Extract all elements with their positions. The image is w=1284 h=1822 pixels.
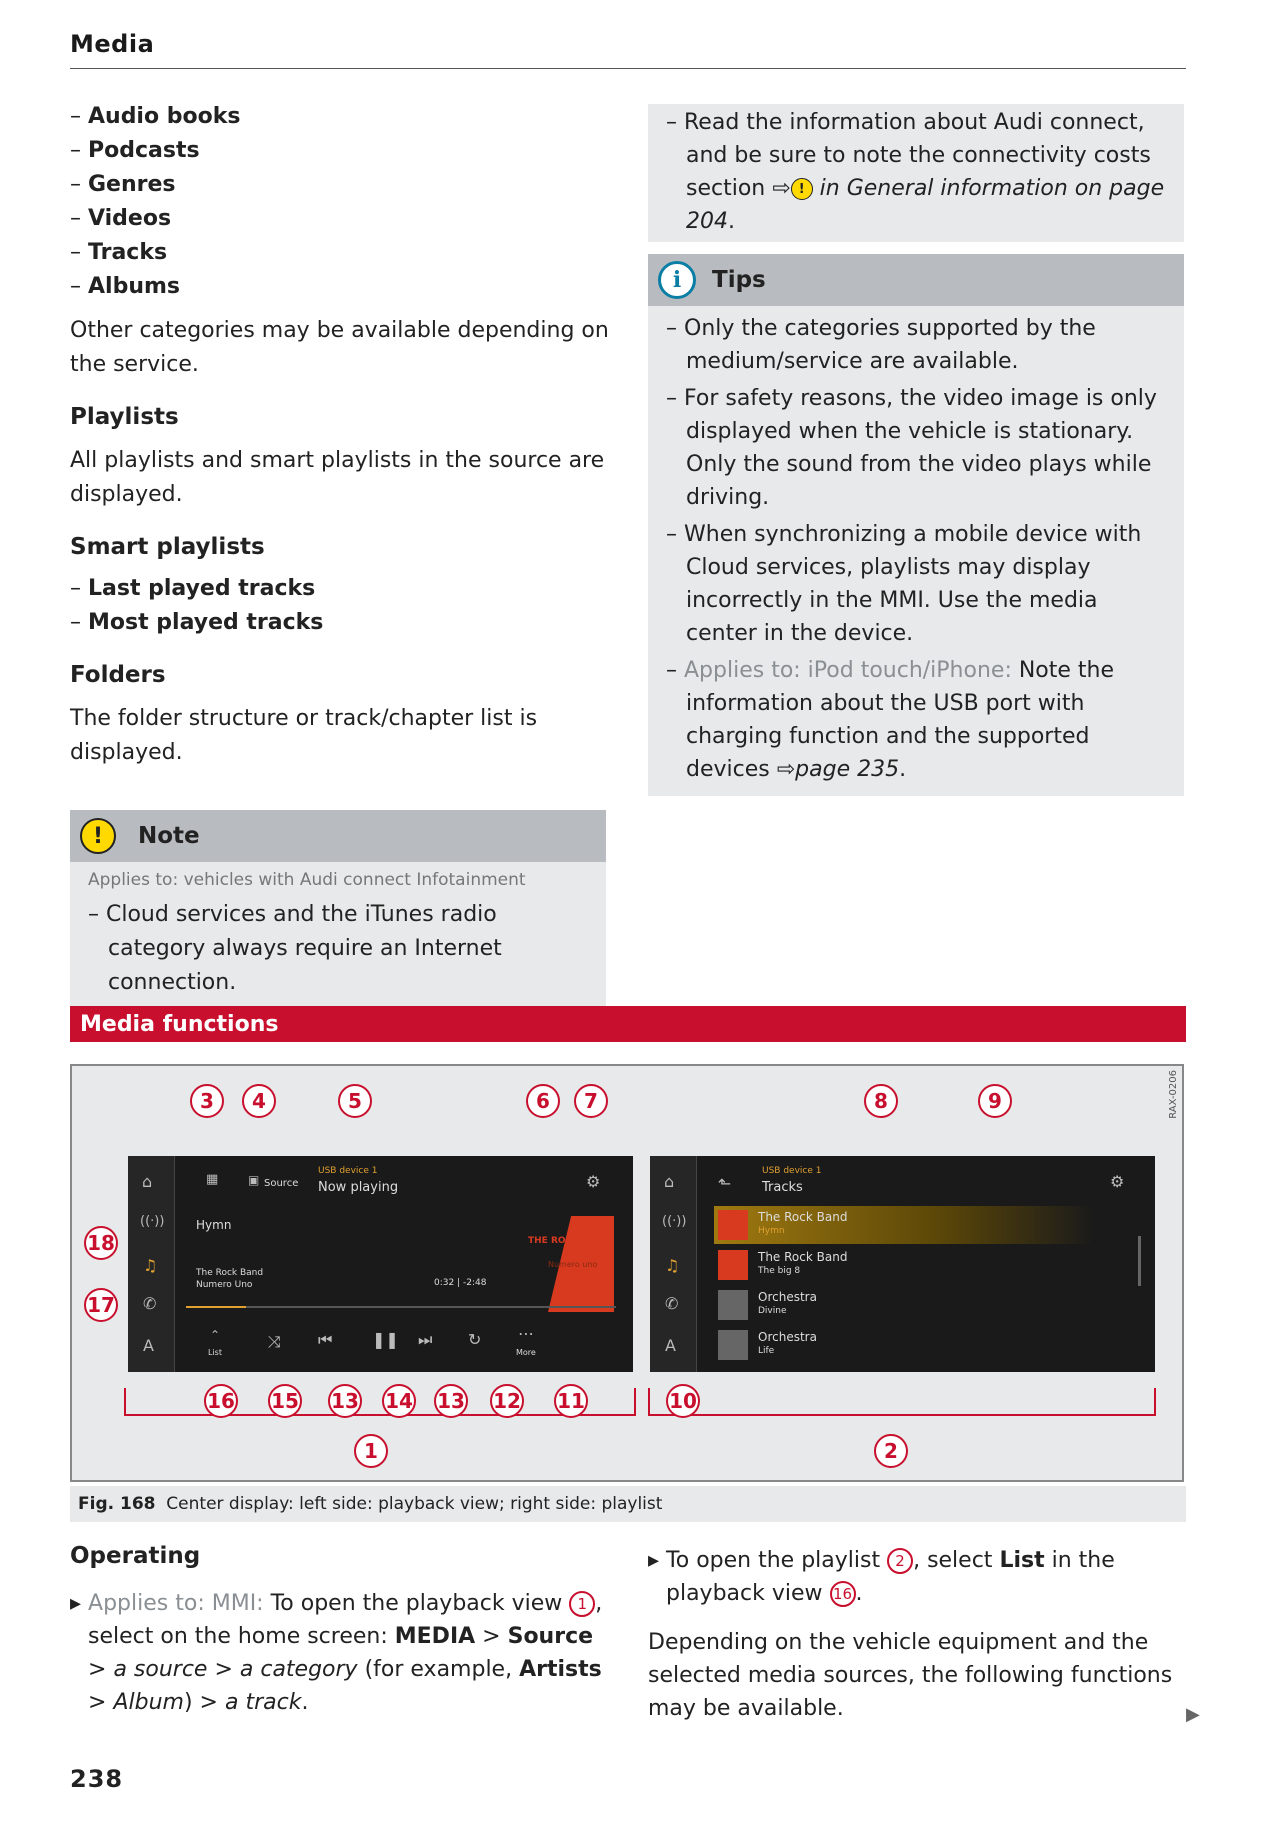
category-item: – Videos xyxy=(70,202,610,236)
placeholder-track: a track xyxy=(224,1690,302,1715)
placeholder-source: a source xyxy=(113,1657,208,1682)
separator: > xyxy=(88,1657,114,1682)
next-icon[interactable]: ⏭ xyxy=(418,1330,433,1349)
tips-item: – Applies to: iPod touch/iPhone: Note the information about the USB port with charging function and the supported devices ⇨page 235. xyxy=(666,658,1115,782)
tips-item: – Only the categories supported by the medium/service are available. xyxy=(666,316,1096,374)
back-icon[interactable]: ⬑ xyxy=(718,1174,732,1193)
track-cover xyxy=(718,1290,748,1320)
connectivity-note-item: – Read the information about Audi connect, and be sure to note the connectivity costs section ⇨ ! in General information on page 204. xyxy=(666,110,1165,234)
screen-title: Tracks xyxy=(762,1180,803,1195)
callout-5: 5 xyxy=(338,1084,372,1118)
header-divider xyxy=(70,68,1186,69)
scrollbar[interactable] xyxy=(1138,1236,1141,1286)
category-list xyxy=(70,100,610,304)
callout-6: 6 xyxy=(526,1084,560,1118)
placeholder-album: Album xyxy=(113,1690,184,1715)
tips-item-text: When synchronizing a mobile device with Cloud services, playlists may display incorrectly in the MMI. Use the media center in the device. xyxy=(684,522,1142,646)
callout-16: 16 xyxy=(204,1384,238,1418)
callout-11: 11 xyxy=(554,1384,588,1418)
category-item: – Albums xyxy=(70,270,610,304)
period: . xyxy=(301,1690,309,1715)
bracket-line xyxy=(648,1388,650,1416)
grid-icon[interactable]: ▦ xyxy=(206,1172,219,1187)
source-button-label[interactable]: Source xyxy=(264,1178,299,1189)
track-cover xyxy=(718,1250,748,1280)
info-icon: i xyxy=(658,261,696,299)
callout-8: 8 xyxy=(864,1084,898,1118)
tips-item-text: For safety reasons, the video image is only displayed when the vehicle is stationary. Only the sound from the video plays while driving. xyxy=(684,386,1157,510)
menu-list: List xyxy=(999,1548,1045,1573)
next-page-arrow-icon: ▶ xyxy=(1186,1704,1200,1725)
other-categories-text: Other categories may be available depending on the service. xyxy=(70,318,609,377)
category-item: – Genres xyxy=(70,168,610,202)
callout-12: 12 xyxy=(490,1384,524,1418)
cover-text: THE ROCK BAND xyxy=(528,1236,612,1246)
time-display: 0:32 | -2:48 xyxy=(434,1278,487,1288)
settings-icon[interactable]: ⚙ xyxy=(586,1172,601,1191)
tips-item-text: Note the information about the USB port with charging function and the supported devices xyxy=(686,658,1115,782)
period: . xyxy=(899,757,907,782)
playlists-text: All playlists and smart playlists in the source are displayed. xyxy=(70,448,605,507)
bracket-line xyxy=(124,1388,126,1416)
operating-heading: Operating xyxy=(70,1543,201,1569)
nav-icon[interactable]: A xyxy=(143,1336,154,1355)
settings-icon[interactable]: ⚙ xyxy=(1110,1172,1125,1191)
track-cover xyxy=(718,1330,748,1360)
bracket-line xyxy=(1154,1388,1156,1416)
step-text: , select xyxy=(913,1548,1000,1573)
section-title-bar: Media functions xyxy=(70,1006,1186,1042)
connectivity-note-box xyxy=(648,104,1184,242)
progress-fill xyxy=(186,1306,246,1308)
more-label[interactable]: More xyxy=(516,1348,536,1357)
callout-18: 18 xyxy=(84,1226,118,1260)
callout-ref: 1 xyxy=(569,1591,595,1617)
note-header xyxy=(70,810,606,862)
step-text: in the playback view xyxy=(666,1548,1115,1606)
category-item: – Tracks xyxy=(70,236,610,270)
figure-id: RAX-0206 xyxy=(1168,1070,1179,1119)
folders-heading: Folders xyxy=(70,662,166,688)
shuffle-icon[interactable]: ⤨ xyxy=(268,1332,281,1351)
operating-step: ▸ To open the playlist 2 , select List in the playback view 16 . xyxy=(648,1548,1115,1606)
separator: > xyxy=(207,1657,240,1682)
tips-item: – For safety reasons, the video image is only displayed when the vehicle is stationary. Only the sound from the video plays while driving. xyxy=(666,386,1157,510)
figure-caption-text: Center display: left side: playback view; right side: playlist xyxy=(166,1494,663,1514)
smart-playlist-item: – Last played tracks xyxy=(70,572,610,606)
separator: > xyxy=(475,1624,508,1649)
callout-4: 4 xyxy=(242,1084,276,1118)
progress-track[interactable] xyxy=(186,1306,616,1308)
playlists-heading: Playlists xyxy=(70,404,179,430)
callout-2: 2 xyxy=(874,1434,908,1468)
category-item: – Podcasts xyxy=(70,134,610,168)
operating-right xyxy=(648,1544,1184,1725)
callout-13: 13 xyxy=(328,1384,362,1418)
more-icon[interactable]: ⋯ xyxy=(518,1324,534,1343)
smart-playlist-item: – Most played tracks xyxy=(70,606,610,640)
separator: > xyxy=(88,1690,114,1715)
callout-ref: 2 xyxy=(887,1548,913,1574)
pause-icon[interactable]: ❚❚ xyxy=(372,1330,399,1349)
callout-ref: 16 xyxy=(830,1581,856,1607)
track-artist: Orchestra xyxy=(758,1290,817,1304)
source-icon[interactable]: ▣ xyxy=(248,1173,260,1187)
page-number: 238 xyxy=(70,1765,124,1793)
functions-paragraph: Depending on the vehicle equipment and the selected media sources, the following functions may be available. xyxy=(648,1630,1173,1721)
tips-header xyxy=(648,254,1184,306)
figure-caption xyxy=(70,1486,1186,1522)
callout-13: 13 xyxy=(434,1384,468,1418)
track-title: The big 8 xyxy=(758,1266,801,1276)
bracket-line xyxy=(124,1414,636,1416)
category-item: – Audio books xyxy=(70,100,610,134)
tips-title: Tips xyxy=(712,267,766,293)
folders-text: The folder structure or track/chapter list is displayed. xyxy=(70,706,538,765)
tips-item: – When synchronizing a mobile device with Cloud services, playlists may display incorrectly in the MMI. Use the media center in the device. xyxy=(666,522,1142,646)
figure-center-display xyxy=(70,1064,1184,1482)
callout-15: 15 xyxy=(268,1384,302,1418)
cover-subtext: Numero uno xyxy=(548,1260,598,1269)
step-text: (for example, xyxy=(357,1657,520,1682)
callout-17: 17 xyxy=(84,1288,118,1322)
previous-icon[interactable]: ⏮ xyxy=(318,1330,333,1349)
track-cover xyxy=(718,1210,748,1240)
note-applies: Applies to: vehicles with Audi connect Infotainment xyxy=(88,870,526,890)
list-icon[interactable]: ⌃ xyxy=(210,1328,221,1342)
device-label: USB device 1 xyxy=(318,1166,378,1176)
smart-playlist-list xyxy=(70,572,610,640)
figure-caption-label: Fig. 168 xyxy=(78,1494,156,1514)
menu-media: MEDIA xyxy=(394,1624,476,1649)
placeholder-category: a category xyxy=(239,1657,358,1682)
operating-step: ▸ Applies to: MMI: To open the playback view 1 , select on the home screen: MEDIA > Source > a source > a category (for example, Artists > Album) > a track. xyxy=(70,1591,603,1715)
step-text: ) > xyxy=(183,1690,225,1715)
phone-icon[interactable]: ✆ xyxy=(143,1294,157,1313)
page-header-title: Media xyxy=(70,30,155,58)
screen-title: Now playing xyxy=(318,1180,399,1195)
page-reference-link[interactable]: ⇨page 235 xyxy=(776,757,900,782)
callout-14: 14 xyxy=(382,1384,416,1418)
home-icon[interactable]: ⌂ xyxy=(142,1172,153,1191)
track-title: Hymn xyxy=(196,1218,232,1232)
device-label: USB device 1 xyxy=(762,1166,822,1176)
tips-item-text: Only the categories supported by the medium/service are available. xyxy=(684,316,1096,374)
repeat-icon[interactable]: ↻ xyxy=(468,1330,482,1349)
bracket-line xyxy=(634,1388,636,1416)
list-label[interactable]: List xyxy=(208,1348,222,1357)
track-artist: The Rock Band xyxy=(758,1250,848,1264)
smart-playlists-heading: Smart playlists xyxy=(70,534,265,560)
music-icon[interactable]: ♫ xyxy=(143,1256,158,1275)
playback-screen xyxy=(128,1156,633,1372)
track-title: Hymn xyxy=(758,1226,785,1236)
home-icon[interactable]: ⌂ xyxy=(664,1172,675,1191)
bracket-line xyxy=(648,1414,1156,1416)
applies-label: Applies to: MMI: xyxy=(88,1591,264,1616)
connectivity-ref[interactable]: in General information on page 204 xyxy=(686,176,1165,234)
left-column xyxy=(70,100,610,784)
note-box xyxy=(70,810,606,1006)
callout-9: 9 xyxy=(978,1084,1012,1118)
callout-7: 7 xyxy=(574,1084,608,1118)
warning-icon: ! xyxy=(791,178,813,200)
music-icon[interactable]: ♫ xyxy=(665,1256,680,1275)
step-text: To open the playlist xyxy=(666,1548,888,1573)
callout-10: 10 xyxy=(666,1384,700,1418)
period: . xyxy=(855,1581,863,1606)
callout-3: 3 xyxy=(190,1084,224,1118)
phone-icon[interactable]: ✆ xyxy=(665,1294,679,1313)
playlist-screen xyxy=(650,1156,1155,1372)
note-item-text: Cloud services and the iTunes radio category always require an Internet connection. xyxy=(106,902,502,995)
track-title: Divine xyxy=(758,1306,787,1316)
step-text: , select on the home screen: xyxy=(88,1591,603,1649)
note-title: Note xyxy=(138,823,200,849)
track-artist: Orchestra xyxy=(758,1330,817,1344)
callout-1: 1 xyxy=(354,1434,388,1468)
menu-artists: Artists xyxy=(519,1657,602,1682)
operating-section xyxy=(70,1540,610,1719)
radio-icon[interactable]: ((·)) xyxy=(662,1214,687,1229)
applies-label: Applies to: iPod touch/iPhone: xyxy=(684,658,1012,683)
album-name: Numero Uno xyxy=(196,1280,253,1290)
connectivity-text: Read the information about Audi connect, and be sure to note the connectivity costs section ⇨ xyxy=(684,110,1151,201)
artist-name: The Rock Band xyxy=(196,1268,264,1278)
note-item: – Cloud services and the iTunes radio category always require an Internet connection. xyxy=(88,902,502,995)
period: . xyxy=(728,209,735,234)
track-artist: The Rock Band xyxy=(758,1210,848,1224)
warning-icon: ! xyxy=(80,818,116,854)
step-text: To open the playback view xyxy=(263,1591,570,1616)
radio-icon[interactable]: ((·)) xyxy=(140,1214,165,1229)
menu-source: Source xyxy=(507,1624,594,1649)
nav-icon[interactable]: A xyxy=(665,1336,676,1355)
tips-box xyxy=(648,254,1184,796)
track-title: Life xyxy=(758,1346,775,1356)
